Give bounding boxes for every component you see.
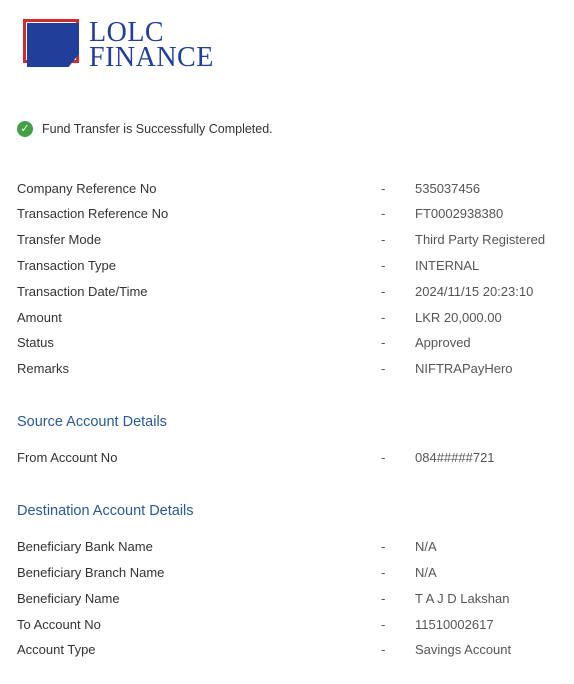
detail-value: NIFTRAPayHero (415, 360, 513, 376)
destination-account-section-title: Destination Account Details (17, 503, 194, 519)
detail-value: Third Party Registered (415, 231, 546, 247)
detail-value: INTERNAL (415, 257, 480, 273)
detail-label: Transaction Date/Time (17, 283, 148, 299)
detail-value: 2024/11/15 20:23:10 (415, 283, 534, 299)
separator: - (381, 334, 386, 350)
detail-label: Transaction Reference No (17, 205, 169, 221)
detail-row-transfer-mode (17, 229, 567, 249)
detail-row-status (17, 332, 567, 352)
detail-row-remarks (17, 358, 567, 378)
detail-value: 11510002617 (415, 616, 494, 632)
separator: - (381, 257, 386, 273)
separator: - (381, 449, 386, 465)
separator: - (381, 590, 386, 606)
detail-label: To Account No (17, 616, 101, 632)
detail-value: 535037456 (415, 180, 481, 196)
detail-label: Status (17, 334, 54, 350)
logo-line-2: FINANCE (89, 42, 214, 73)
detail-value: T A J D Lakshan (415, 590, 510, 606)
detail-row-account-type (17, 639, 567, 659)
logo-line-1: LOLC (89, 17, 165, 48)
lolc-finance-logo (16, 13, 216, 77)
detail-row-to-account (17, 614, 567, 634)
detail-label: Beneficiary Name (17, 590, 120, 606)
detail-row-beneficiary-branch (17, 562, 567, 582)
source-account-section-title: Source Account Details (17, 414, 167, 430)
lolc-logo-mark-icon (23, 19, 83, 71)
separator: - (381, 360, 386, 376)
detail-value: LKR 20,000.00 (415, 309, 502, 325)
separator: - (381, 538, 386, 554)
logo-text (89, 17, 214, 73)
detail-value: Savings Account (415, 641, 512, 657)
detail-label: Transfer Mode (17, 231, 102, 247)
detail-label: Amount (17, 309, 62, 325)
check-circle-icon: ✓ (17, 121, 33, 137)
detail-label: From Account No (17, 449, 118, 465)
detail-value: N/A (415, 538, 437, 554)
detail-row-beneficiary-bank (17, 536, 567, 556)
separator: - (381, 180, 386, 196)
separator: - (381, 231, 386, 247)
separator: - (381, 641, 386, 657)
detail-label: Transaction Type (17, 257, 116, 273)
success-message (17, 121, 273, 137)
detail-row-amount (17, 307, 567, 327)
detail-row-transaction-datetime (17, 281, 567, 301)
detail-label: Account Type (17, 641, 96, 657)
separator: - (381, 309, 386, 325)
separator: - (381, 564, 386, 580)
detail-label: Beneficiary Bank Name (17, 538, 153, 554)
detail-row-transaction-type (17, 255, 567, 275)
detail-row-company-reference (17, 178, 567, 198)
detail-row-beneficiary-name (17, 588, 567, 608)
detail-label: Company Reference No (17, 180, 157, 196)
detail-row-from-account (17, 447, 567, 467)
detail-value: 084#####721 (415, 449, 495, 465)
detail-label: Remarks (17, 360, 70, 376)
separator: - (381, 205, 386, 221)
separator: - (381, 283, 386, 299)
detail-row-transaction-reference (17, 203, 567, 223)
success-message-text: Fund Transfer is Successfully Completed. (42, 122, 273, 136)
detail-value: FT0002938380 (415, 205, 504, 221)
detail-value: N/A (415, 564, 437, 580)
separator: - (381, 616, 386, 632)
detail-value: Approved (415, 334, 471, 350)
detail-label: Beneficiary Branch Name (17, 564, 165, 580)
